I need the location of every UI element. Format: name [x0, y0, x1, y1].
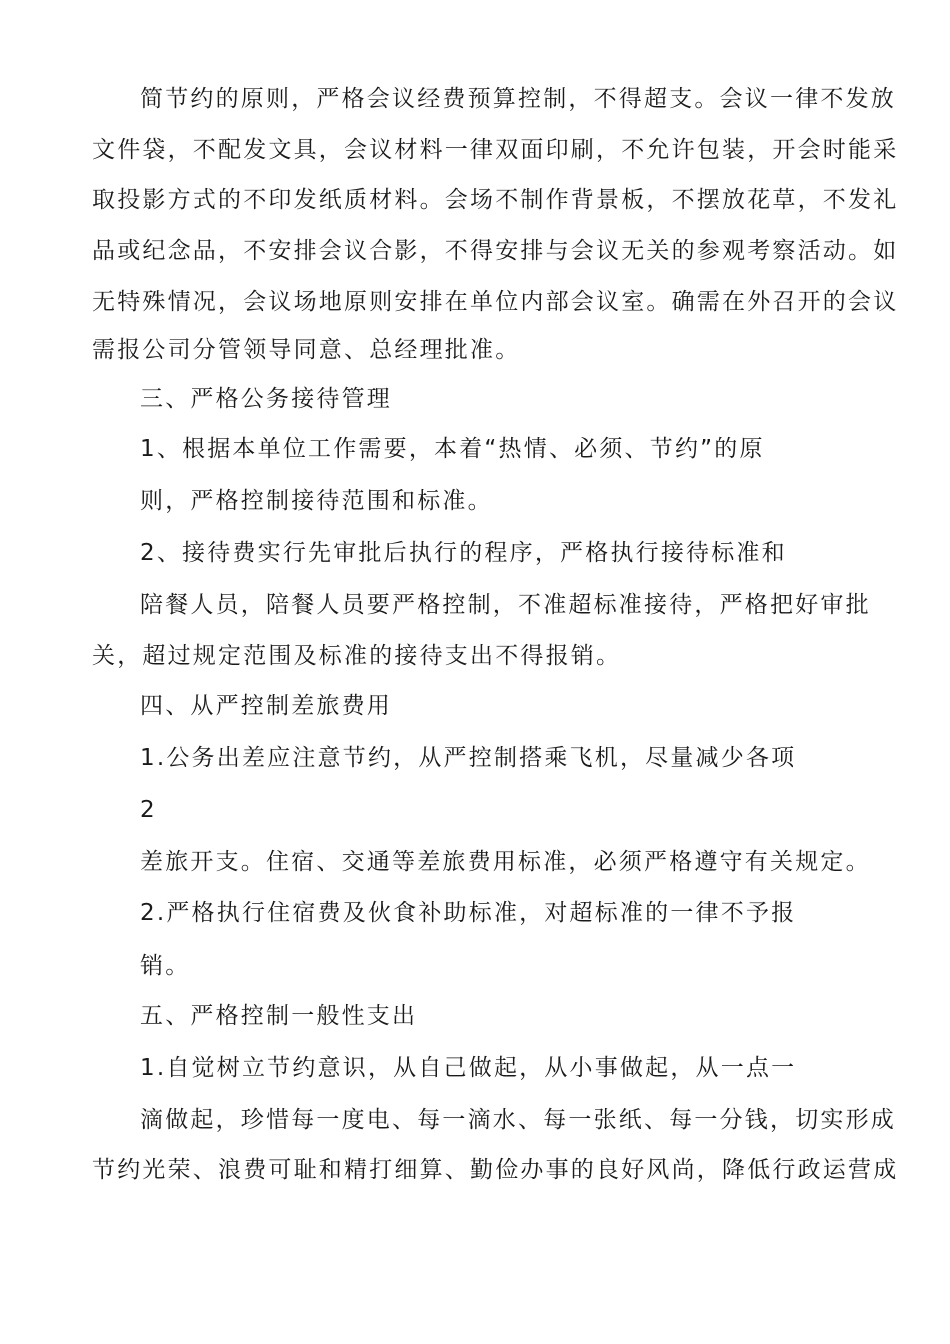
- paragraph-line: 文件袋，不配发文具，会议材料一律双面印刷，不允许包装，开会时能采: [92, 137, 899, 163]
- paragraph-line: 取投影方式的不印发纸质材料。会场不制作背景板，不摆放花草，不发礼: [92, 187, 899, 213]
- paragraph-line: 关，超过规定范围及标准的接待支出不得报销。: [92, 643, 622, 669]
- paragraph-line: 陪餐人员，陪餐人员要严格控制，不准超标准接待，严格把好审批: [140, 592, 871, 618]
- paragraph-line: 节约光荣、浪费可耻和精打细算、勤俭办事的良好风尚，降低行政运营成: [92, 1157, 899, 1183]
- paragraph-line: 1.自觉树立节约意识，从自己做起，从小事做起，从一点一: [140, 1055, 797, 1081]
- section-heading: 五、严格控制一般性支出: [140, 1003, 418, 1029]
- paragraph-line: 销。: [140, 953, 191, 979]
- paragraph-line: 需报公司分管领导同意、总经理批准。: [92, 337, 521, 363]
- paragraph-line: 无特殊情况，会议场地原则安排在单位内部会议室。确需在外召开的会议: [92, 289, 899, 315]
- paragraph-line: 滴做起，珍惜每一度电、每一滴水、每一张纸、每一分钱，切实形成: [140, 1107, 896, 1133]
- paragraph-line: 简节约的原则，严格会议经费预算控制，不得超支。会议一律不发放: [140, 86, 896, 112]
- paragraph-line: 1.公务出差应注意节约，从严控制搭乘飞机，尽量减少各项: [140, 745, 797, 771]
- paragraph-line: 品或纪念品，不安排会议合影，不得安排与会议无关的参观考察活动。如: [92, 238, 899, 264]
- paragraph-line: 2.严格执行住宿费及伙食补助标准，对超标准的一律不予报: [140, 900, 797, 926]
- paragraph-line: 1、根据本单位工作需要，本着“热情、必须、节约”的原: [140, 436, 765, 462]
- section-heading: 四、从严控制差旅费用: [140, 693, 392, 719]
- page-number: 2: [140, 797, 157, 823]
- paragraph-line: 差旅开支。住宿、交通等差旅费用标准，必须严格遵守有关规定。: [140, 849, 871, 875]
- section-heading: 三、严格公务接待管理: [140, 386, 392, 412]
- paragraph-line: 2、接待费实行先审批后执行的程序，严格执行接待标准和: [140, 540, 787, 566]
- paragraph-line: 则，严格控制接待范围和标准。: [140, 488, 493, 514]
